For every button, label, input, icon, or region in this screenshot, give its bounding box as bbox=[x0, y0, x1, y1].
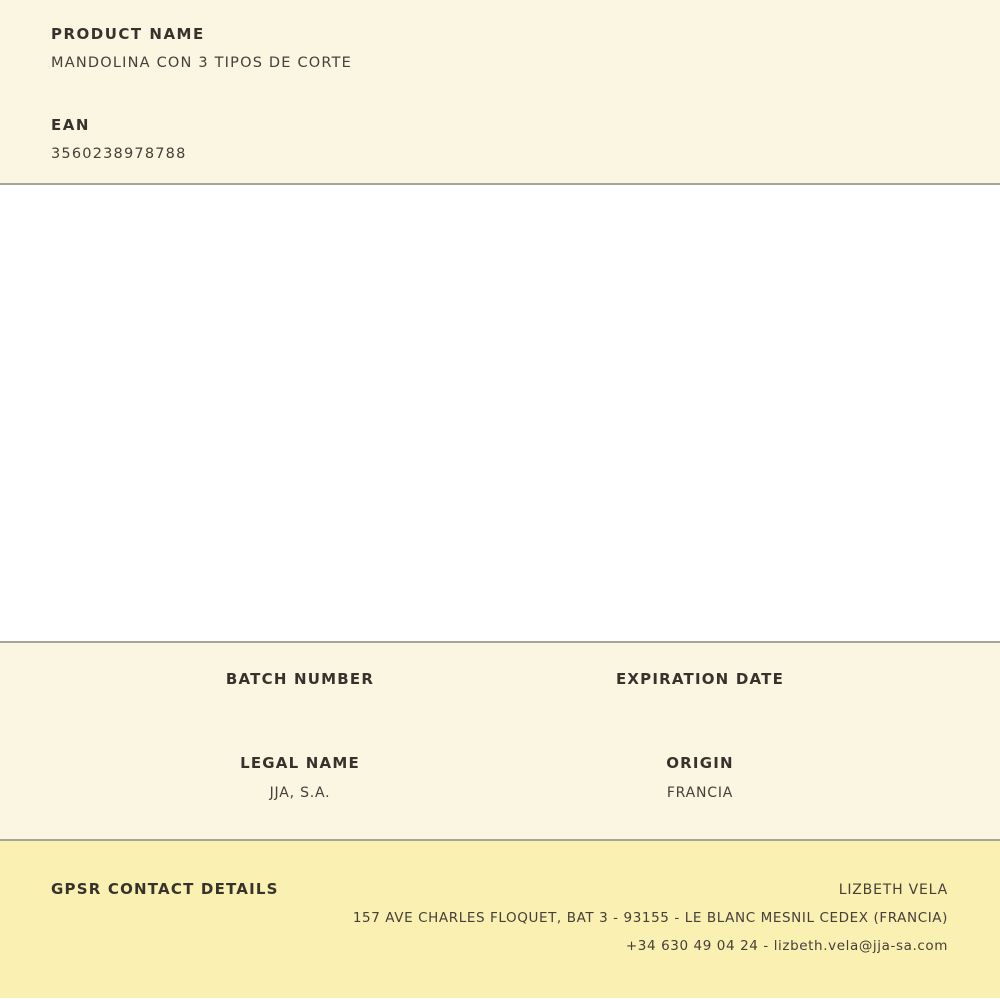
batch-column bbox=[100, 669, 500, 689]
product-info-section bbox=[0, 0, 1000, 183]
ean-label: EAN bbox=[51, 116, 90, 134]
ean-value: 3560238978788 bbox=[51, 146, 187, 162]
origin-value: FRANCIA bbox=[666, 785, 734, 801]
legal-name-label: LEGAL NAME bbox=[240, 754, 360, 772]
details-section bbox=[0, 643, 1000, 839]
product-name-value: MANDOLINA CON 3 TIPOS DE CORTE bbox=[51, 55, 353, 71]
contact-address: 157 AVE CHARLES FLOQUET, BAT 3 - 93155 - LE BLANC MESNIL CEDEX (FRANCIA) bbox=[352, 910, 948, 926]
origin-column bbox=[500, 753, 900, 803]
gpsr-contact-section bbox=[0, 841, 1000, 998]
expiration-column bbox=[500, 669, 900, 689]
contact-person-name: LIZBETH VELA bbox=[838, 882, 948, 898]
product-image-area bbox=[0, 185, 1000, 641]
origin-label: ORIGIN bbox=[666, 754, 734, 772]
contact-phone-email: +34 630 49 04 24 - lizbeth.vela@jja-sa.com bbox=[625, 938, 948, 954]
legal-name-value: JJA, S.A. bbox=[269, 785, 331, 801]
gpsr-contact-title: GPSR CONTACT DETAILS bbox=[51, 880, 279, 898]
expiration-date-label: EXPIRATION DATE bbox=[615, 670, 785, 688]
batch-expiration-row bbox=[100, 669, 900, 689]
product-name-label: PRODUCT NAME bbox=[51, 25, 205, 43]
batch-number-label: BATCH NUMBER bbox=[225, 670, 375, 688]
legal-name-column bbox=[100, 753, 500, 803]
legal-origin-row bbox=[100, 753, 900, 803]
contact-header-row bbox=[51, 879, 948, 900]
